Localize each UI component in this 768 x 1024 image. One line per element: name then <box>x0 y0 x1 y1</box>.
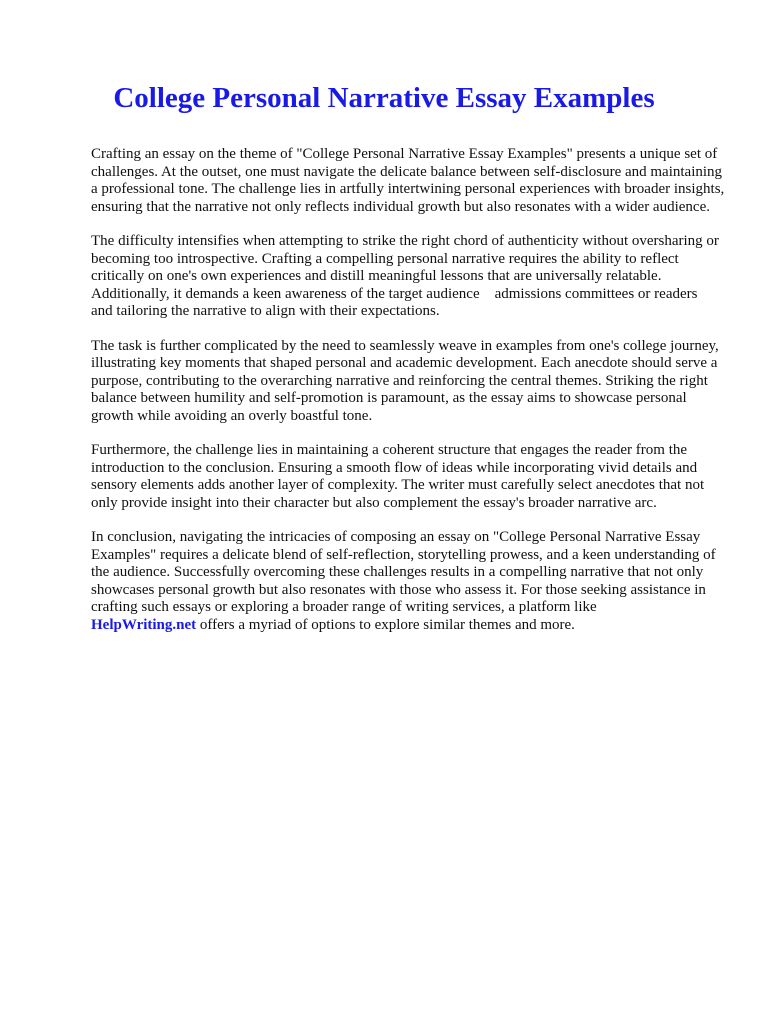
conclusion-tail-text: offers a myriad of options to explore similar themes and more. <box>196 616 575 633</box>
conclusion-text: In conclusion, navigating the intricacies of composing an essay on "College Personal Narrative Essay Examples" requires a delicate blend of self-reflection, storytelling prowess, and a keen understanding of the audience. Successfully overcoming these challenges results in a compelling narrative that not only showcases personal growth but also resonates with those who assess it. For those seeking assistance in crafting such essays or exploring a broader range of writing services, a platform like <box>91 529 716 615</box>
paragraph-2: The difficulty intensifies when attempting to strike the right chord of authenticity without oversharing or becoming too introspective. Crafting a compelling personal narrative requires the ability to reflect critically on one's own experiences and distill meaningful lessons that are universally relatable. Additionally, it demands a keen awareness of the target audience admissions committees or readers and tailoring the narrative to align with their expectations. <box>91 233 719 319</box>
essay-body <box>91 146 731 651</box>
paragraph-5 <box>91 529 731 634</box>
paragraph-4: Furthermore, the challenge lies in maintaining a coherent structure that engages the reader from the introduction to the conclusion. Ensuring a smooth flow of ideas while incorporating vivid details and sensory elements adds another layer of complexity. The writer must carefully select anecdotes that not only provide insight into their character but also complement the essay's broader narrative arc. <box>91 442 705 511</box>
page-title: College Personal Narrative Essay Examples <box>113 82 655 114</box>
helpwriting-link[interactable]: HelpWriting.net <box>91 616 197 633</box>
paragraph-1: Crafting an essay on the theme of "College Personal Narrative Essay Examples" presents a unique set of challenges. At the outset, one must navigate the delicate balance between self-disclosure and maintaining a professional tone. The challenge lies in artfully intertwining personal experiences with broader insights, ensuring that the narrative not only reflects individual growth but also resonates with a wider audience. <box>91 146 725 215</box>
paragraph-3: The task is further complicated by the need to seamlessly weave in examples from one's college journey, illustrating key moments that shaped personal and academic development. Each anecdote should serve a purpose, contributing to the overarching narrative and reinforcing the central themes. Striking the right balance between humility and self-promotion is paramount, as the essay aims to showcase personal growth while avoiding an overly boastful tone. <box>91 337 719 424</box>
